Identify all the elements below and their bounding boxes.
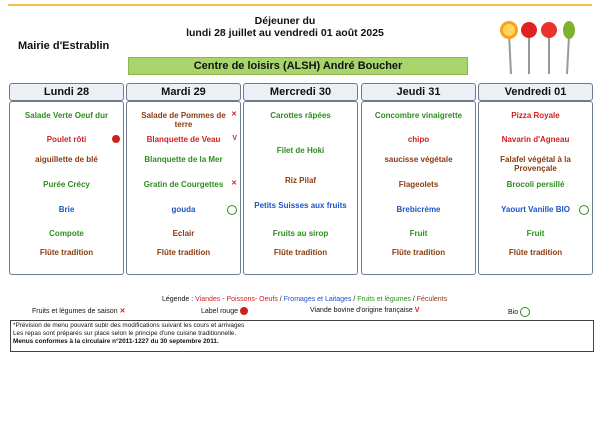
legend-label-rouge <box>201 307 248 315</box>
menu-item: Pizza Royale <box>511 111 560 120</box>
day-column <box>361 101 476 275</box>
title-line-1: Déjeuner du <box>254 15 316 27</box>
day-header: Lundi 28 <box>9 83 124 101</box>
legend-category: / <box>277 296 284 303</box>
legend-bio-label: Bio <box>508 308 519 316</box>
title-line-2: lundi 28 juillet au vendredi 01 août 2025 <box>186 27 384 39</box>
note-line-1: *Prévision de menu pouvant subir des modifications suivant les cours et arrivages <box>13 322 245 329</box>
legend-category: Viandes - Poissons- Oeufs <box>195 296 278 303</box>
bio-icon <box>227 205 237 215</box>
menu-item: Fruit <box>526 229 545 238</box>
saison-icon: ✕ <box>119 308 126 315</box>
legend-category: / <box>351 296 358 303</box>
day-header: Jeudi 31 <box>361 83 476 101</box>
menu-item: Flûte tradition <box>156 248 211 257</box>
menu-item: chipo <box>407 135 430 144</box>
menu-item: Concombre vinaigrette <box>374 111 463 120</box>
menu-item: Salade de Pommes de terre <box>141 111 226 129</box>
menu-item: Flageolets <box>398 180 439 189</box>
menu-item: Flûte tradition <box>39 248 94 257</box>
legend-vbf <box>310 307 419 314</box>
legend-category: Fromages et Laitages <box>283 296 352 303</box>
menu-item: Filet de Hoki <box>276 146 325 155</box>
menu-item: Blanquette de la Mer <box>144 155 223 164</box>
menu-item: Blanquette de Veau <box>146 135 221 144</box>
menu-item: Poulet rôti <box>46 135 87 144</box>
menu-item: Petits Suisses aux fruits <box>254 201 347 210</box>
note-line-3: Menus conformes à la circulaire n°2011-1227 du 30 septembre 2011. <box>13 338 219 345</box>
legend-categories <box>195 296 447 303</box>
menu-item: Flûte tradition <box>273 248 328 257</box>
saison-icon: ✕ <box>231 180 237 187</box>
legend <box>162 296 447 303</box>
legend-label: Légende : <box>162 296 194 303</box>
menu-item: Compote <box>49 229 84 238</box>
saison-icon: ✕ <box>231 111 237 118</box>
legend-saison-label: Fruits et légumes de saison <box>32 308 118 315</box>
legend-category: Féculents <box>416 296 448 303</box>
menu-item: Flûte tradition <box>508 248 563 257</box>
day-header: Vendredi 01 <box>478 83 593 101</box>
center-name-banner: Centre de loisirs (ALSH) André Boucher <box>128 57 468 75</box>
bio-icon <box>579 205 589 215</box>
day-column <box>478 101 593 275</box>
menu-item: Navarin d'Agneau <box>501 135 570 144</box>
menu-item: Eclair <box>172 229 195 238</box>
menu-item: Brebicrème <box>396 205 441 214</box>
menu-item: Riz Pilaf <box>284 176 317 185</box>
legend-category: / <box>410 296 417 303</box>
legend-saison <box>32 307 125 315</box>
menu-item: Flûte tradition <box>391 248 446 257</box>
label-rouge-icon <box>240 307 248 315</box>
menu-title <box>170 15 400 39</box>
notes-box <box>10 320 594 352</box>
menu-item: Salade Verte Oeuf dur <box>24 111 109 120</box>
menu-item: Gratin de Courgettes <box>143 180 224 189</box>
menu-item: gouda <box>171 205 196 214</box>
day-column <box>126 101 241 275</box>
forks-food-illustration <box>497 14 589 74</box>
menu-item: Purée Crécy <box>43 180 90 189</box>
label-rouge-icon <box>112 135 120 143</box>
menu-item: Carottes râpées <box>270 111 331 120</box>
vbf-icon: V <box>414 307 420 314</box>
bio-icon <box>520 307 530 317</box>
day-header: Mardi 29 <box>126 83 241 101</box>
legend-bio <box>508 307 530 317</box>
legend-category: Fruits et légumes <box>357 296 411 303</box>
day-column <box>243 101 358 275</box>
menu-item: Fruit <box>409 229 428 238</box>
menu-item: saucisse végétale <box>384 155 453 164</box>
menu-item: Yaourt Vanille BIO <box>501 205 570 214</box>
mairie-name: Mairie d'Estrablin <box>18 40 110 52</box>
day-column <box>9 101 124 275</box>
legend-vbf-label: Viande bovine d'origine française <box>310 307 413 314</box>
menu-item: Falafel végétal à la Provençale <box>500 155 571 173</box>
menu-item: aiguillette de blé <box>35 155 98 164</box>
menu-item: Brocoli persillé <box>506 180 565 189</box>
vbf-icon: V <box>232 135 237 142</box>
legend-label-rouge-label: Label rouge <box>201 307 238 315</box>
menu-item: Brie <box>58 205 75 214</box>
menu-item: Fruits au sirop <box>272 229 329 238</box>
note-line-2: Les repas sont préparés sur place selon le principe d'une cuisine traditionnelle. <box>13 330 237 337</box>
top-accent-bar <box>8 4 592 6</box>
day-header: Mercredi 30 <box>243 83 358 101</box>
